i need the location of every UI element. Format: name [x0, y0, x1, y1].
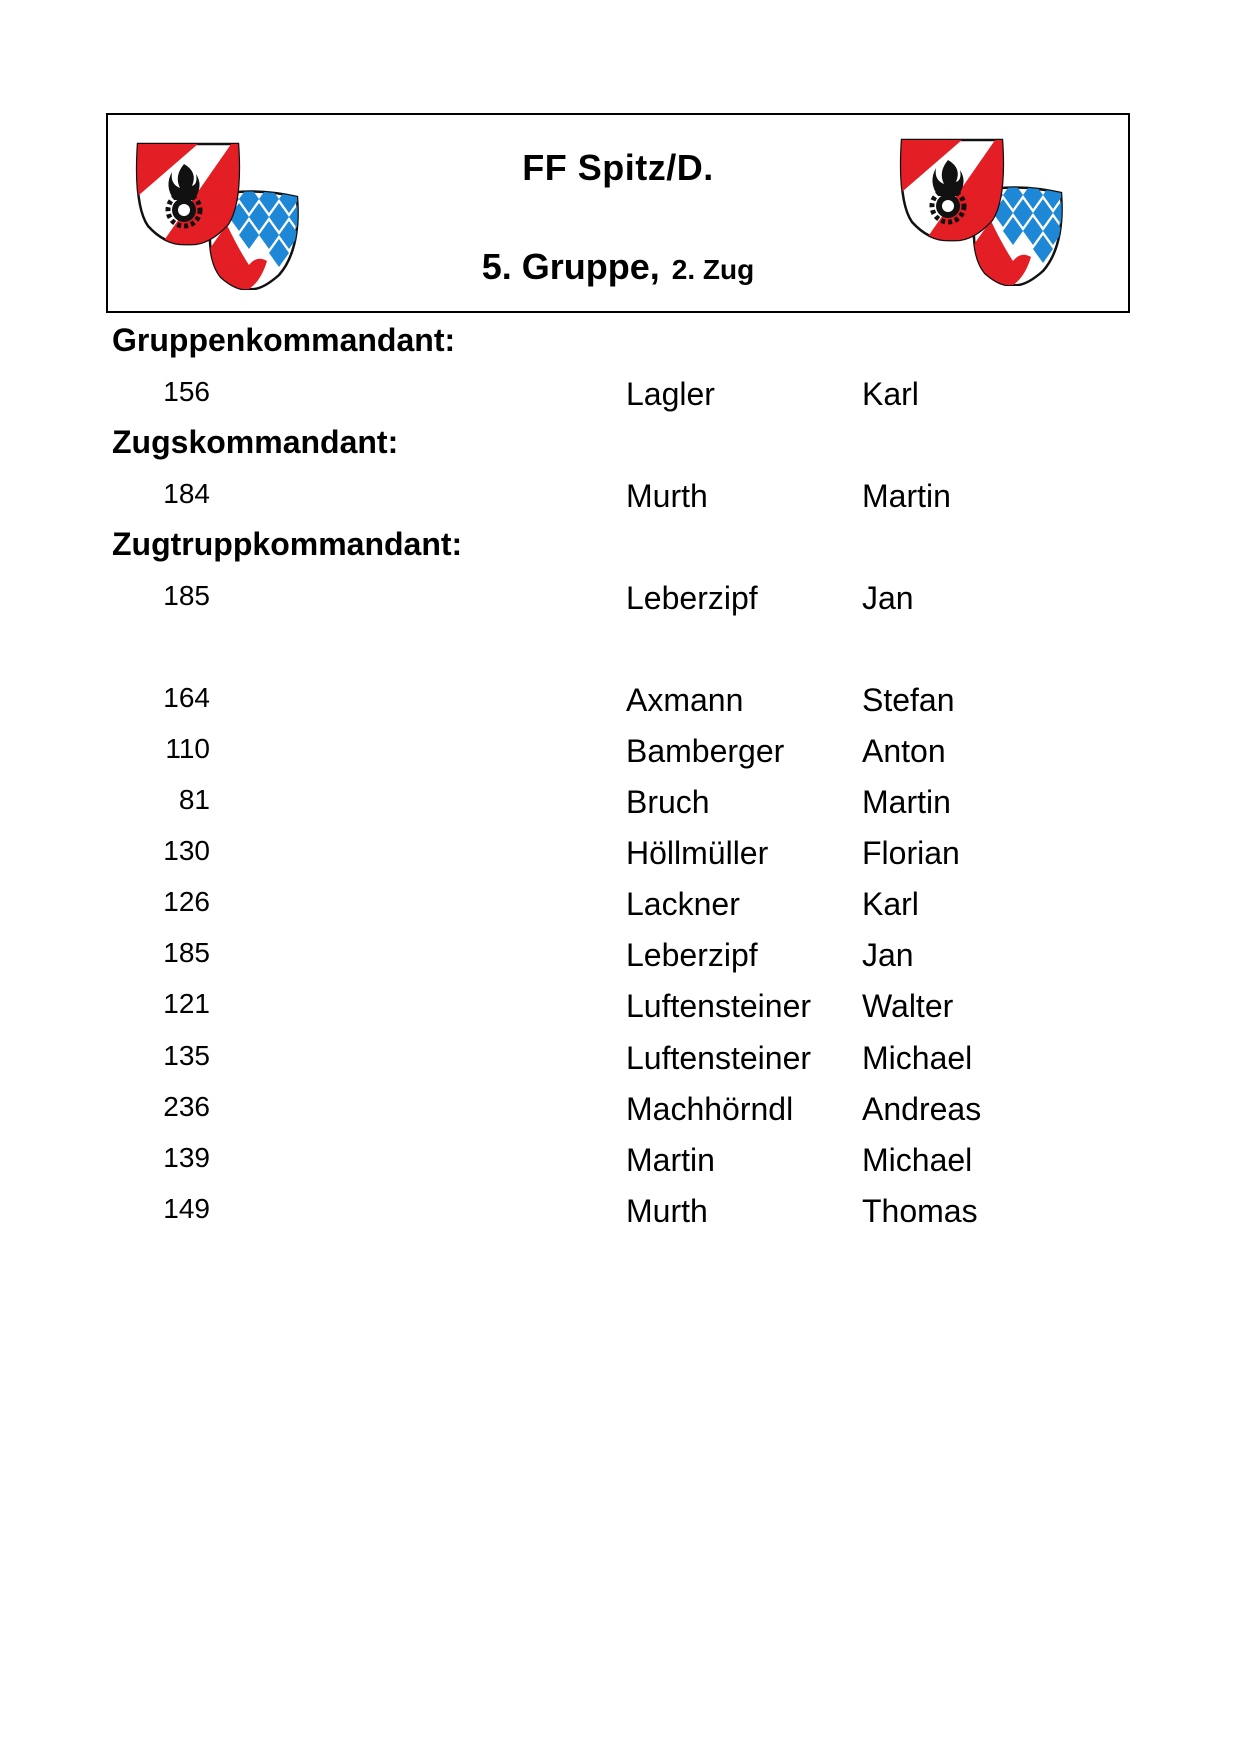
list-item [0, 784, 1241, 824]
member-number: 185 [163, 937, 210, 968]
member-last-name: Leberzipf [626, 580, 758, 616]
list-item [0, 1040, 1241, 1080]
member-first-name: Andreas [862, 1091, 982, 1127]
member-last-name: Bruch [626, 784, 710, 820]
member-number: 185 [163, 580, 210, 611]
member-last-name: Bamberger [626, 733, 785, 769]
list-item [0, 733, 1241, 773]
member-last-name: Murth [626, 478, 708, 514]
member-number: 184 [163, 478, 210, 509]
row-gruppenkommandant [0, 376, 1241, 416]
member-first-name: Karl [862, 376, 919, 412]
member-first-name: Jan [862, 580, 914, 616]
member-number: 236 [163, 1091, 210, 1122]
heading-zugskommandant: Zugskommandant: [112, 424, 399, 460]
member-first-name: Jan [862, 937, 914, 973]
document-title: FF Spitz/D. [522, 147, 714, 188]
list-item [0, 1142, 1241, 1182]
member-first-name: Michael [862, 1040, 973, 1076]
member-first-name: Martin [862, 478, 951, 514]
platoon-label: 2. Zug [671, 254, 755, 285]
list-item [0, 1091, 1241, 1131]
group-title [108, 246, 1128, 288]
member-last-name: Luftensteiner [626, 1040, 812, 1076]
member-number: 81 [178, 784, 210, 815]
member-number: 139 [163, 1142, 210, 1173]
member-number: 110 [165, 733, 210, 764]
member-number: 130 [163, 835, 210, 866]
member-last-name: Machhörndl [626, 1091, 794, 1127]
member-first-name: Michael [862, 1142, 973, 1178]
member-last-name: Lackner [626, 886, 740, 922]
member-number: 121 [163, 988, 210, 1019]
member-number: 156 [163, 376, 210, 407]
list-item [0, 988, 1241, 1028]
member-number: 126 [163, 886, 210, 917]
member-last-name: Murth [626, 1193, 708, 1229]
row-zugskommandant [0, 478, 1241, 518]
heading-gruppenkommandant: Gruppenkommandant: [112, 322, 456, 358]
member-number: 135 [163, 1040, 210, 1071]
member-number: 149 [163, 1193, 210, 1224]
member-first-name: Karl [862, 886, 919, 922]
group-label: 5. Gruppe, [481, 246, 660, 287]
member-last-name: Luftensteiner [626, 988, 812, 1024]
heading-zugtruppkommandant: Zugtruppkommandant: [112, 526, 463, 562]
member-last-name: Leberzipf [626, 937, 758, 973]
member-last-name: Axmann [626, 682, 744, 718]
member-last-name: Höllmüller [626, 835, 769, 871]
list-item [0, 937, 1241, 977]
member-first-name: Martin [862, 784, 951, 820]
member-last-name: Lagler [626, 376, 715, 412]
list-item [0, 835, 1241, 875]
list-item [0, 682, 1241, 722]
member-first-name: Walter [862, 988, 954, 1024]
member-first-name: Stefan [862, 682, 955, 718]
member-first-name: Anton [862, 733, 946, 769]
member-last-name: Martin [626, 1142, 715, 1178]
member-first-name: Thomas [862, 1193, 978, 1229]
row-zugtruppkommandant [0, 580, 1241, 620]
list-item [0, 1193, 1241, 1233]
member-number: 164 [163, 682, 210, 713]
header-box [106, 113, 1130, 313]
list-item [0, 886, 1241, 926]
member-first-name: Florian [862, 835, 960, 871]
